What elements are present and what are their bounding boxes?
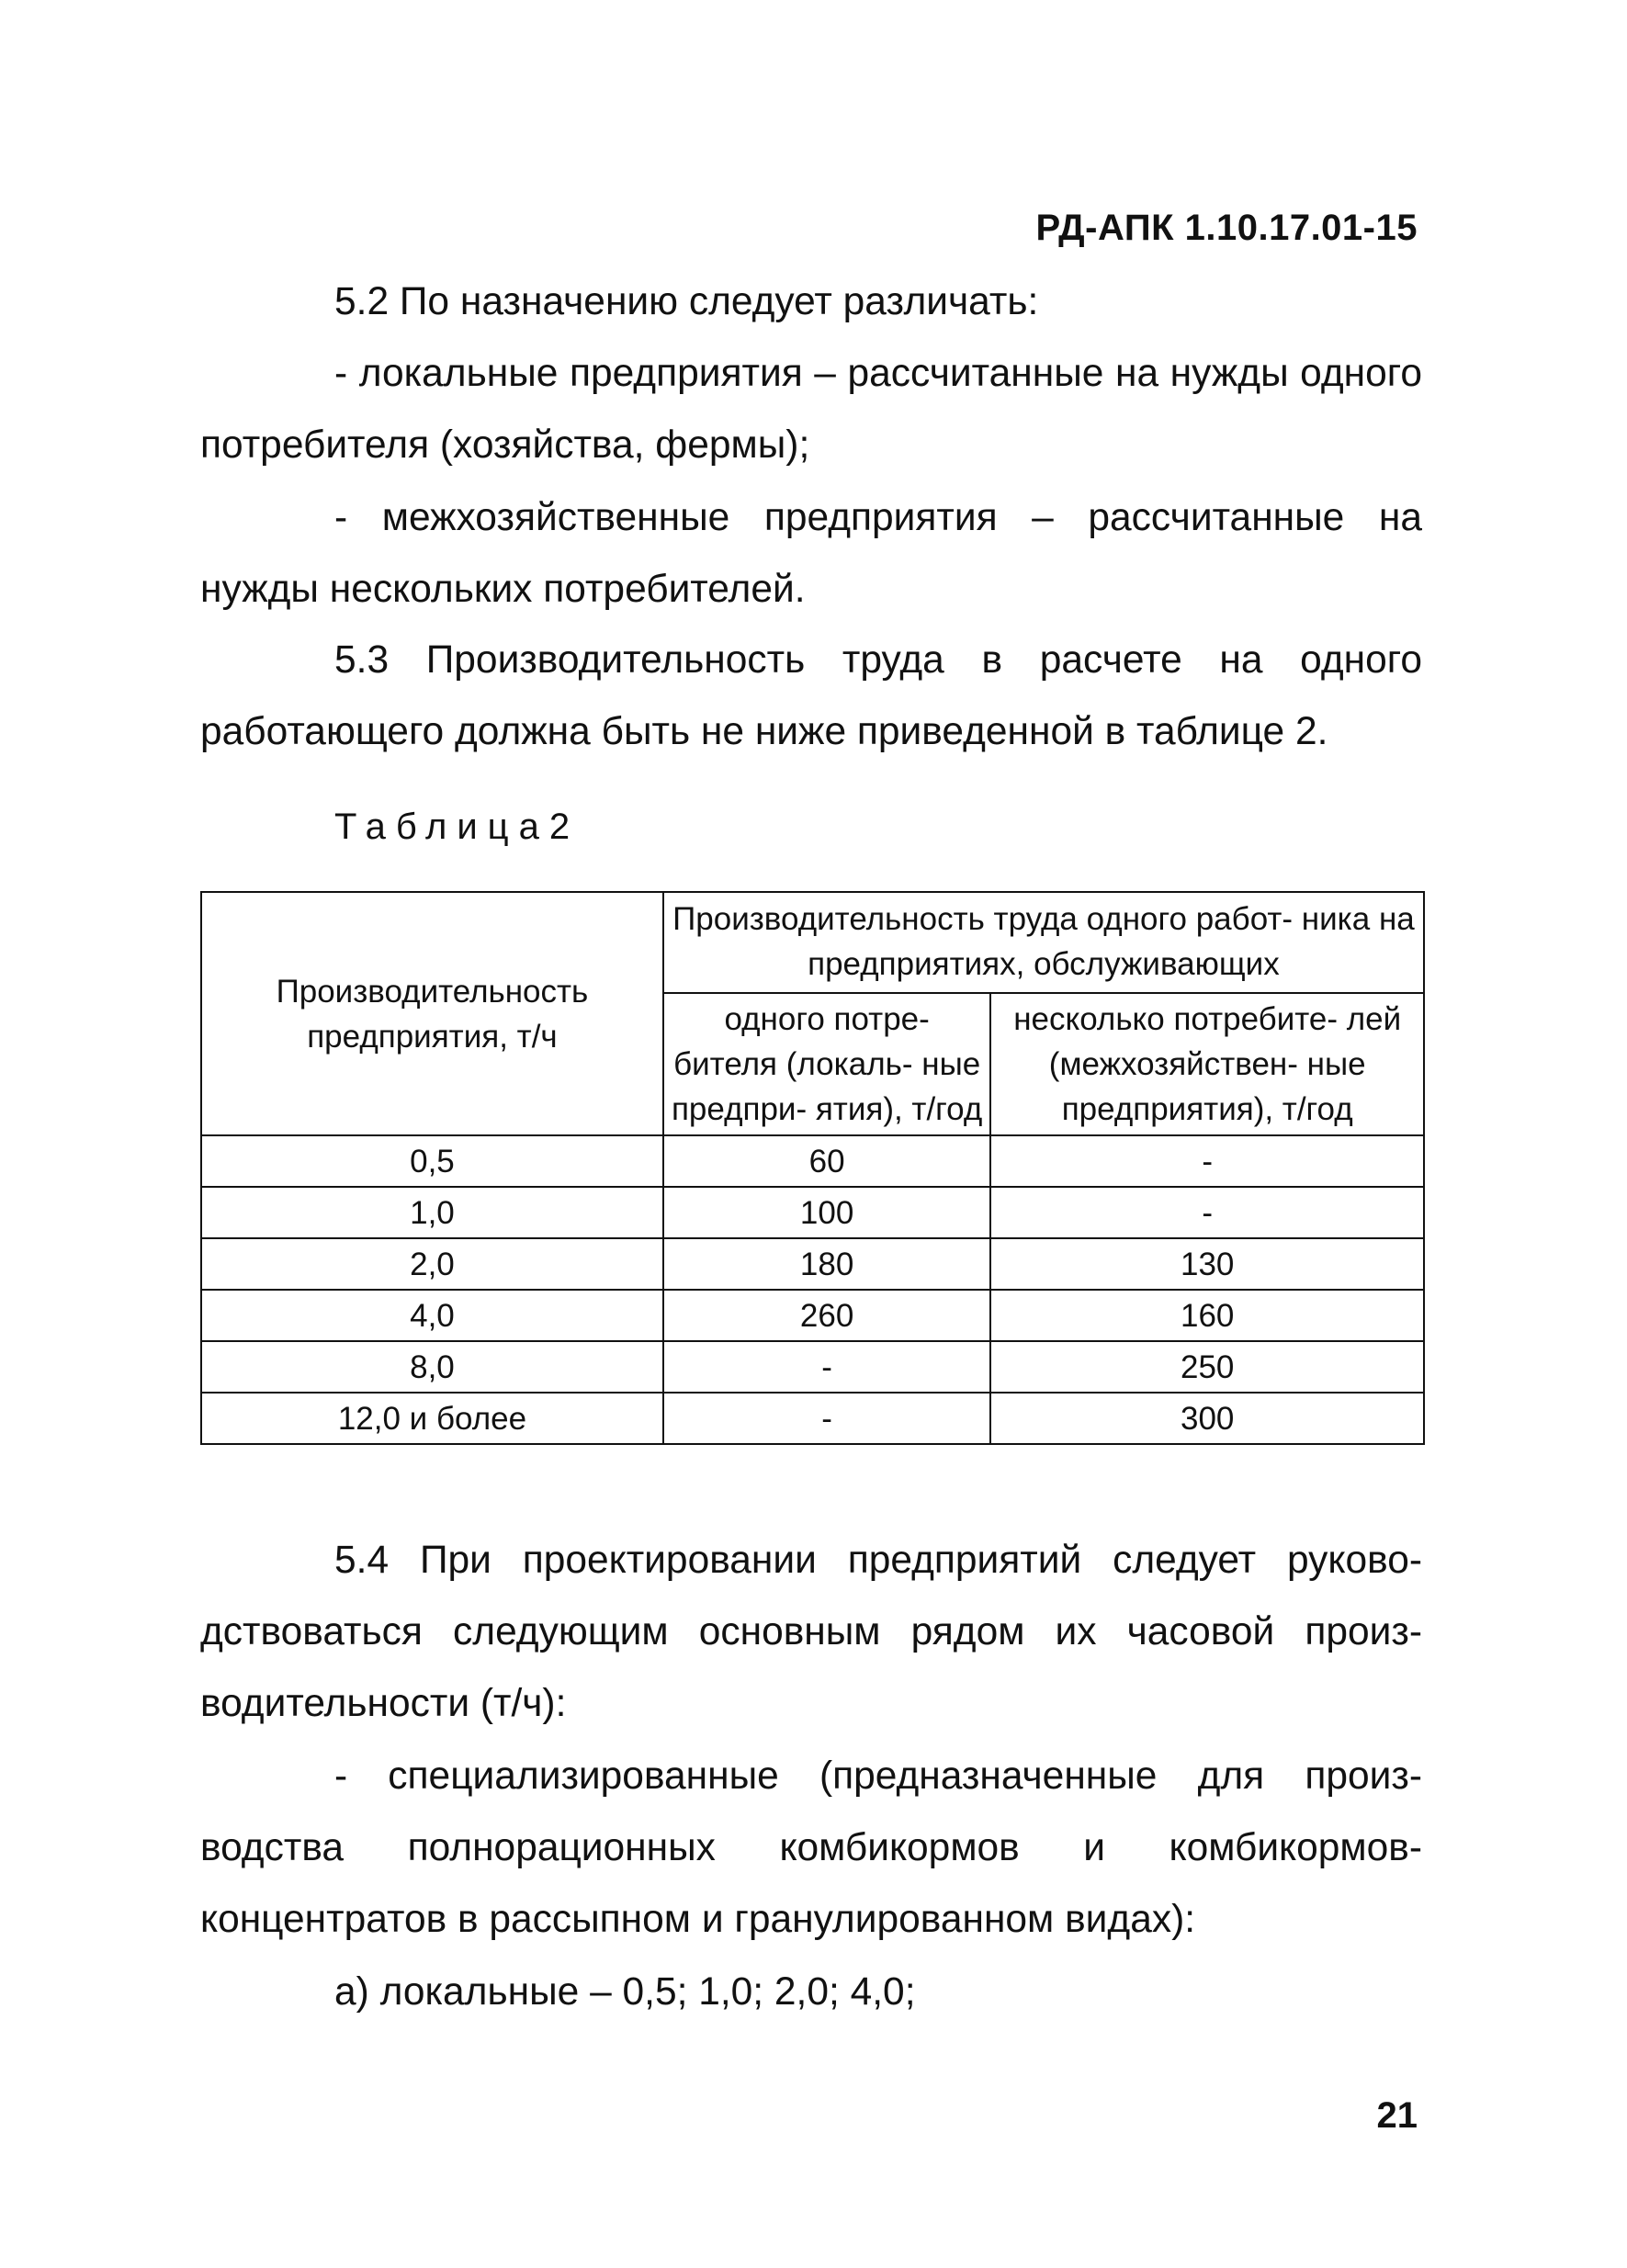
header-inter: несколько потребите- лей (межхозяйствен- ные предприятия), т/год [990,993,1424,1135]
header-capacity: Производительность предприятия, т/ч [201,892,663,1135]
productivity-table [200,891,1425,1445]
cell-capacity: 4,0 [201,1290,663,1341]
cell-local: - [663,1393,991,1444]
cell-inter: 130 [990,1238,1424,1290]
table-row [201,1135,1424,1187]
cell-inter: - [990,1135,1424,1187]
cell-capacity: 2,0 [201,1238,663,1290]
header-local: одного потре- бителя (локаль- ные предпри- ятия), т/год [663,993,991,1135]
cell-local: - [663,1341,991,1393]
table-row [201,1290,1424,1341]
cell-inter: 160 [990,1290,1424,1341]
cell-inter: 300 [990,1393,1424,1444]
cell-inter: - [990,1187,1424,1238]
cell-local: 100 [663,1187,991,1238]
paragraph-5-3: 5.3 Производительность труда в расчете на одного работающего должна быть не ниже приведенной в таблице 2. [200,638,1422,753]
table-row [201,1393,1424,1444]
cell-local: 60 [663,1135,991,1187]
paragraph-5-4-specialized-item: - специализированные (предназначенные для произ- водства полнорационных комбикормов и комбикормов- концентратов в рассыпном и гранулированном видах): [200,1755,1422,1941]
cell-capacity: 1,0 [201,1187,663,1238]
cell-local: 180 [663,1238,991,1290]
cell-capacity: 0,5 [201,1135,663,1187]
table-row [201,1187,1424,1238]
document-code: РД-АПК 1.10.17.01-15 [1035,208,1418,248]
cell-capacity: 12,0 и более [201,1393,663,1444]
paragraph-5-2-intro: 5.2 По назначению следует различать: [334,280,1039,323]
table-row [201,1238,1424,1290]
cell-capacity: 8,0 [201,1341,663,1393]
paragraph-5-2-inter-item: - межхозяйственные предприятия – рассчитанные на нужды нескольких потребителей. [200,496,1422,611]
cell-local: 260 [663,1290,991,1341]
table-row [201,1341,1424,1393]
paragraph-5-2-local-item: - локальные предприятия – рассчитанные на нужды одного потребителя (хозяйства, фермы); [200,352,1422,467]
header-labor-productivity: Производительность труда одного работ- ника на предприятиях, обслуживающих [663,892,1424,993]
table-caption: Таблица2 [334,807,581,847]
paragraph-5-4: 5.4 При проектировании предприятий следует руково- дствоваться следующим основным рядом их часовой произ- водительности (т/ч): [200,1539,1422,1725]
page-number: 21 [1376,2095,1418,2136]
paragraph-5-4-item-a: а) локальные – 0,5; 1,0; 2,0; 4,0; [334,1970,916,2014]
cell-inter: 250 [990,1341,1424,1393]
